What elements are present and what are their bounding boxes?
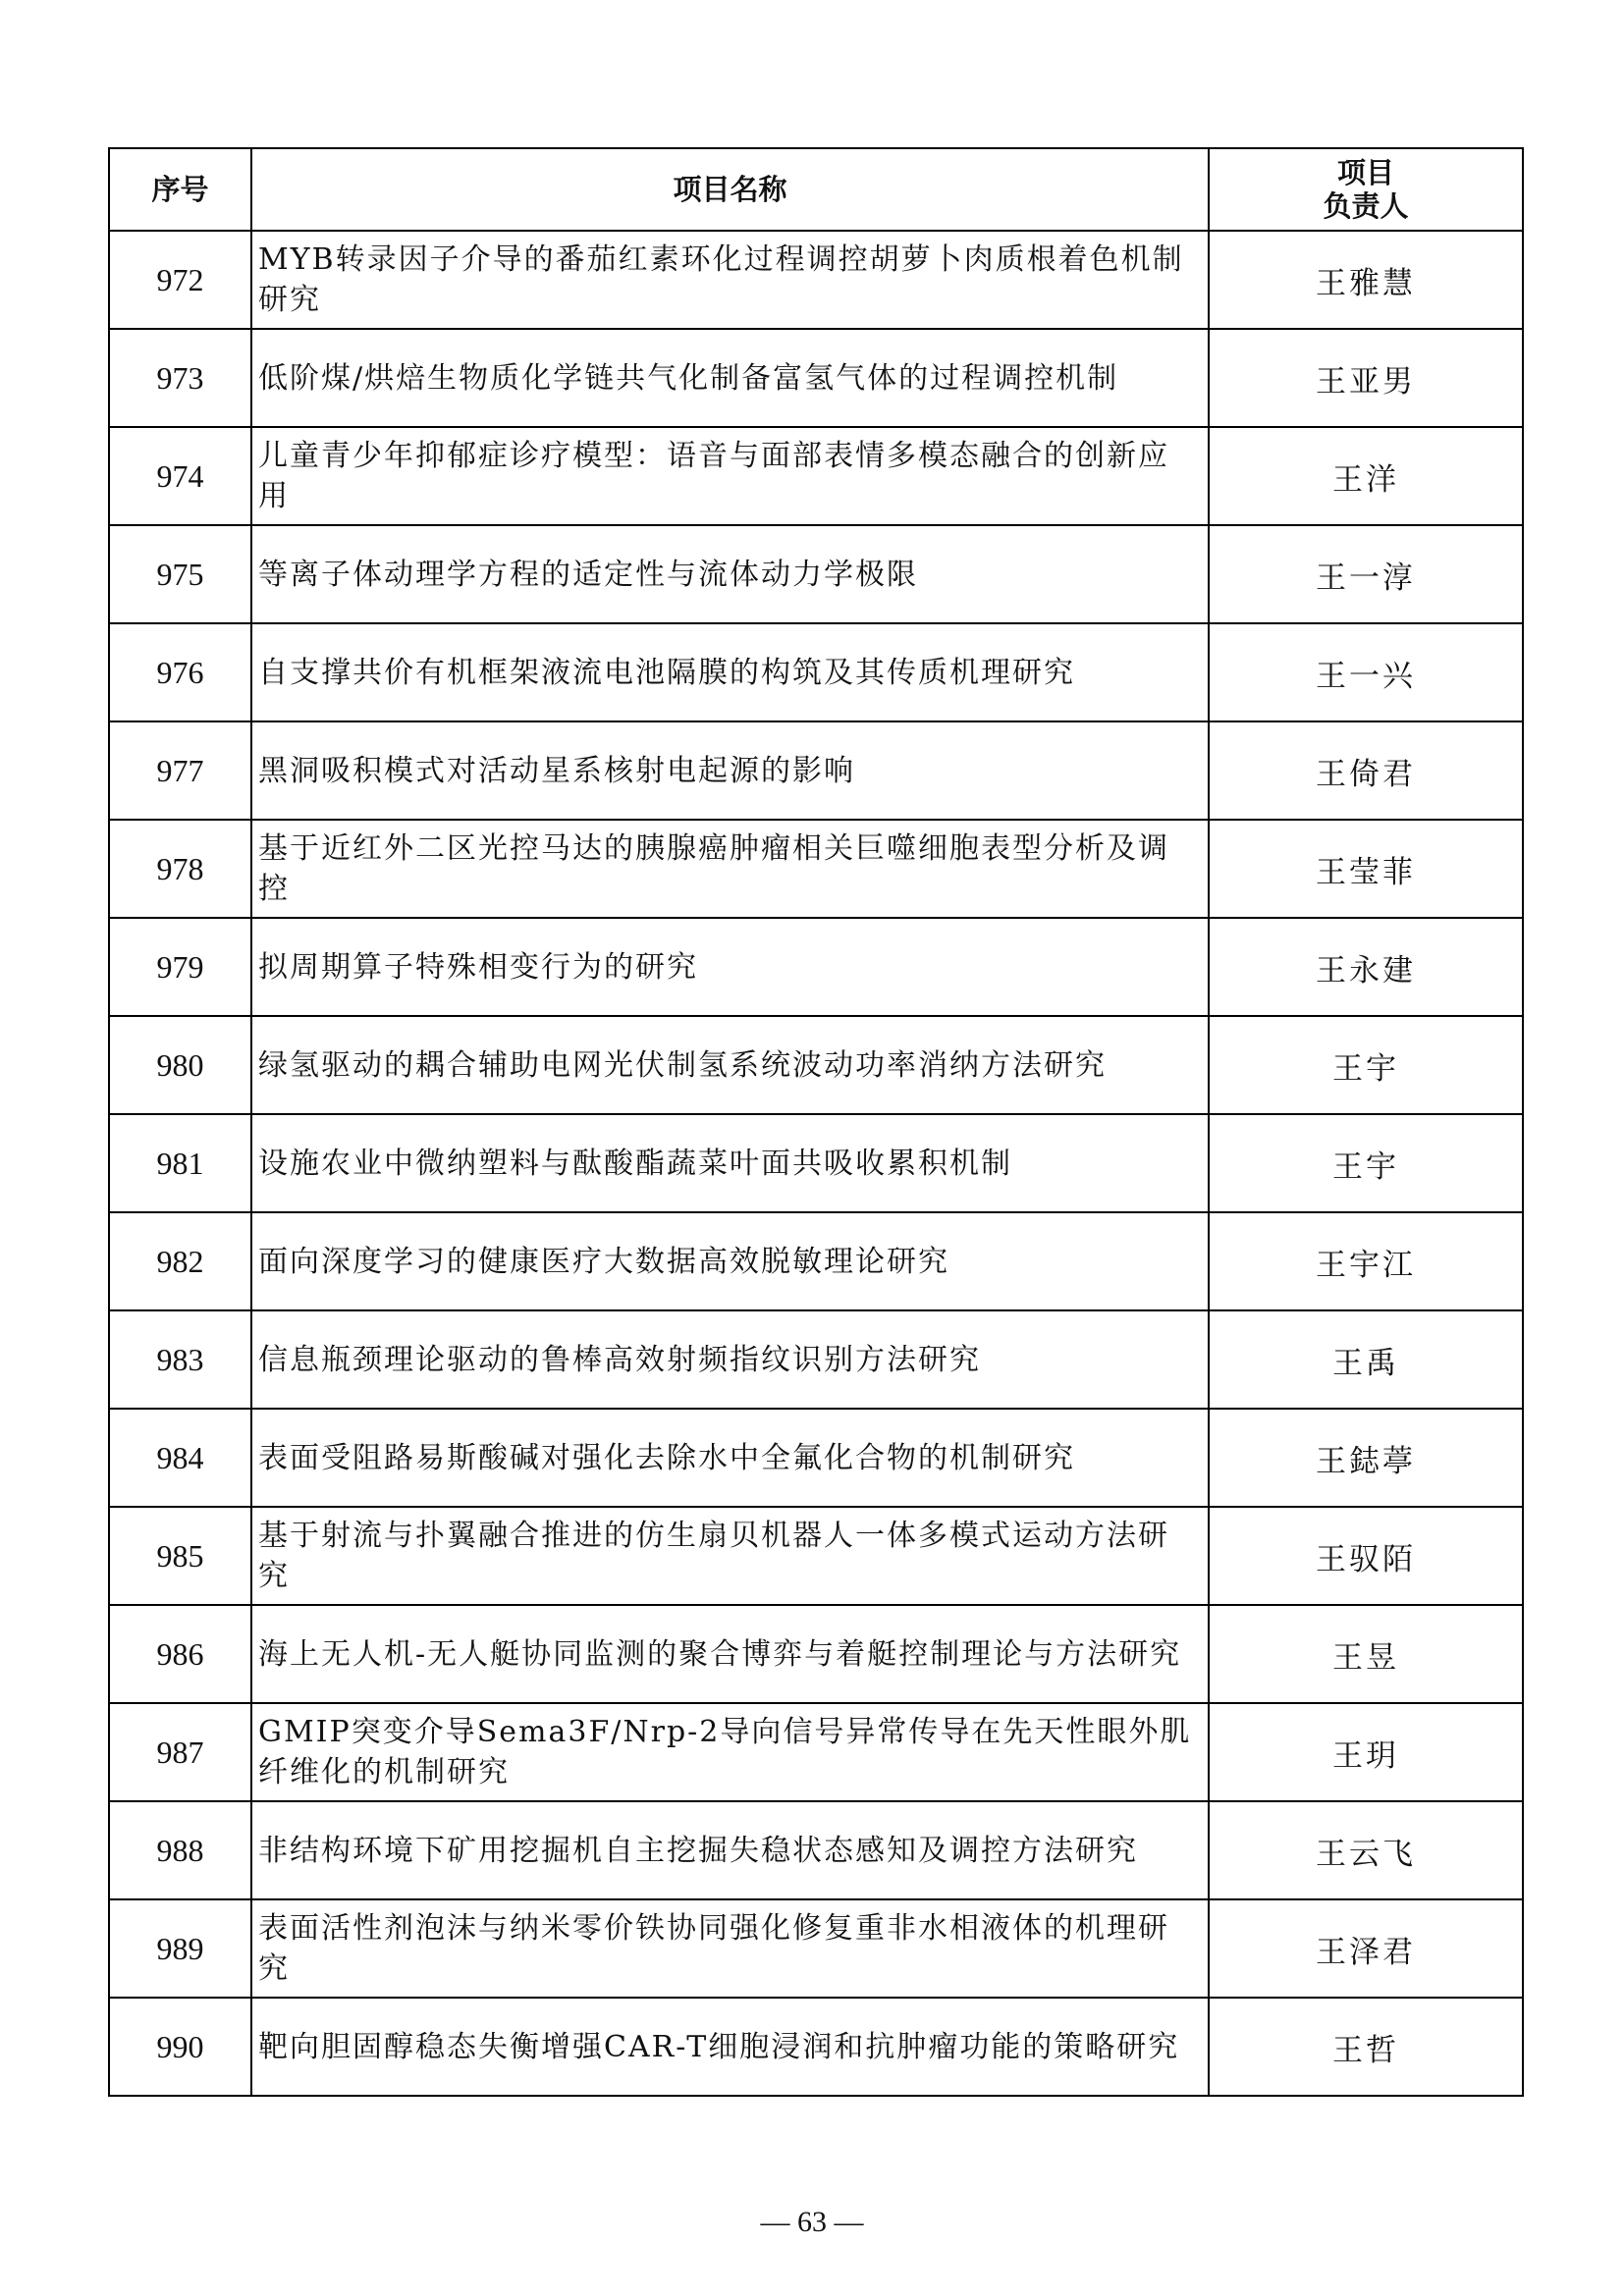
header-owner-line1: 项目	[1336, 156, 1394, 189]
table-row	[109, 1409, 1523, 1507]
row-seq: 975	[109, 525, 251, 623]
row-project-owner: 王莹菲	[1209, 820, 1523, 918]
row-project-name: 基于近红外二区光控马达的胰腺癌肿瘤相关巨噬细胞表型分析及调控	[251, 820, 1209, 918]
row-project-owner: 王倚君	[1209, 721, 1523, 820]
row-project-name: 设施农业中微纳塑料与酞酸酯蔬菜叶面共吸收累积机制	[251, 1114, 1209, 1212]
row-project-name: GMIP突变介导Sema3F/Nrp-2导向信号异常传导在先天性眼外肌纤维化的机制研究	[251, 1703, 1209, 1801]
row-project-name: MYB转录因子介导的番茄红素环化过程调控胡萝卜肉质根着色机制研究	[251, 231, 1209, 329]
row-project-name: 面向深度学习的健康医疗大数据高效脱敏理论研究	[251, 1212, 1209, 1310]
row-project-name: 基于射流与扑翼融合推进的仿生扇贝机器人一体多模式运动方法研究	[251, 1507, 1209, 1605]
row-seq: 987	[109, 1703, 251, 1801]
table-row	[109, 1605, 1523, 1703]
row-seq: 978	[109, 820, 251, 918]
row-seq: 989	[109, 1899, 251, 1998]
row-seq: 977	[109, 721, 251, 820]
table-row	[109, 623, 1523, 721]
row-project-name: 靶向胆固醇稳态失衡增强CAR-T细胞浸润和抗肿瘤功能的策略研究	[251, 1998, 1209, 2096]
row-seq: 972	[109, 231, 251, 329]
table-row	[109, 918, 1523, 1016]
row-project-owner: 王驭陌	[1209, 1507, 1523, 1605]
table-row	[109, 1114, 1523, 1212]
table-row	[109, 820, 1523, 918]
row-seq: 976	[109, 623, 251, 721]
table-body	[109, 231, 1523, 2096]
row-project-name: 拟周期算子特殊相变行为的研究	[251, 918, 1209, 1016]
page-number: — 63 —	[760, 2206, 864, 2238]
row-project-name: 低阶煤/烘焙生物质化学链共气化制备富氢气体的过程调控机制	[251, 329, 1209, 427]
table-row	[109, 525, 1523, 623]
table-row	[109, 1212, 1523, 1310]
row-project-name: 等离子体动理学方程的适定性与流体动力学极限	[251, 525, 1209, 623]
row-seq: 984	[109, 1409, 251, 1507]
row-project-owner: 王宇	[1209, 1016, 1523, 1114]
row-project-name: 海上无人机-无人艇协同监测的聚合博弈与着艇控制理论与方法研究	[251, 1605, 1209, 1703]
header-project-owner	[1209, 148, 1523, 231]
row-seq: 980	[109, 1016, 251, 1114]
row-project-name: 非结构环境下矿用挖掘机自主挖掘失稳状态感知及调控方法研究	[251, 1801, 1209, 1899]
row-seq: 979	[109, 918, 251, 1016]
row-seq: 982	[109, 1212, 251, 1310]
row-project-owner: 王雅慧	[1209, 231, 1523, 329]
row-seq: 981	[109, 1114, 251, 1212]
row-project-owner: 王鋕葶	[1209, 1409, 1523, 1507]
table-row	[109, 1016, 1523, 1114]
table-row	[109, 1899, 1523, 1998]
header-seq: 序号	[109, 148, 251, 231]
row-project-name: 信息瓶颈理论驱动的鲁棒高效射频指纹识别方法研究	[251, 1310, 1209, 1409]
row-seq: 988	[109, 1801, 251, 1899]
row-seq: 983	[109, 1310, 251, 1409]
row-project-owner: 王洋	[1209, 427, 1523, 525]
project-table	[108, 147, 1524, 2097]
row-project-name: 自支撑共价有机框架液流电池隔膜的构筑及其传质机理研究	[251, 623, 1209, 721]
row-project-owner: 王昱	[1209, 1605, 1523, 1703]
row-project-owner: 王宇江	[1209, 1212, 1523, 1310]
table-header	[109, 148, 1523, 231]
row-seq: 974	[109, 427, 251, 525]
row-seq: 986	[109, 1605, 251, 1703]
row-project-owner: 王一淳	[1209, 525, 1523, 623]
row-project-owner: 王禹	[1209, 1310, 1523, 1409]
row-project-name: 绿氢驱动的耦合辅助电网光伏制氢系统波动功率消纳方法研究	[251, 1016, 1209, 1114]
row-project-owner: 王云飞	[1209, 1801, 1523, 1899]
row-project-owner: 王泽君	[1209, 1899, 1523, 1998]
table-row	[109, 427, 1523, 525]
row-project-name: 儿童青少年抑郁症诊疗模型：语音与面部表情多模态融合的创新应用	[251, 427, 1209, 525]
header-project-name: 项目名称	[251, 148, 1209, 231]
table-row	[109, 1507, 1523, 1605]
row-project-owner: 王宇	[1209, 1114, 1523, 1212]
table-row	[109, 1998, 1523, 2096]
row-project-owner: 王永建	[1209, 918, 1523, 1016]
row-project-name: 表面活性剂泡沫与纳米零价铁协同强化修复重非水相液体的机理研究	[251, 1899, 1209, 1998]
table-row	[109, 329, 1523, 427]
table-row	[109, 1703, 1523, 1801]
header-owner-line2: 负责人	[1323, 189, 1409, 223]
table-row	[109, 1310, 1523, 1409]
row-project-name: 黑洞吸积模式对活动星系核射电起源的影响	[251, 721, 1209, 820]
row-project-name: 表面受阻路易斯酸碱对强化去除水中全氟化合物的机制研究	[251, 1409, 1209, 1507]
table-row	[109, 1801, 1523, 1899]
row-project-owner: 王亚男	[1209, 329, 1523, 427]
row-project-owner: 王哲	[1209, 1998, 1523, 2096]
table-row	[109, 721, 1523, 820]
row-project-owner: 王一兴	[1209, 623, 1523, 721]
row-seq: 990	[109, 1998, 251, 2096]
row-seq: 985	[109, 1507, 251, 1605]
table-header-row	[109, 148, 1523, 231]
table-row	[109, 231, 1523, 329]
row-project-owner: 王玥	[1209, 1703, 1523, 1801]
row-seq: 973	[109, 329, 251, 427]
